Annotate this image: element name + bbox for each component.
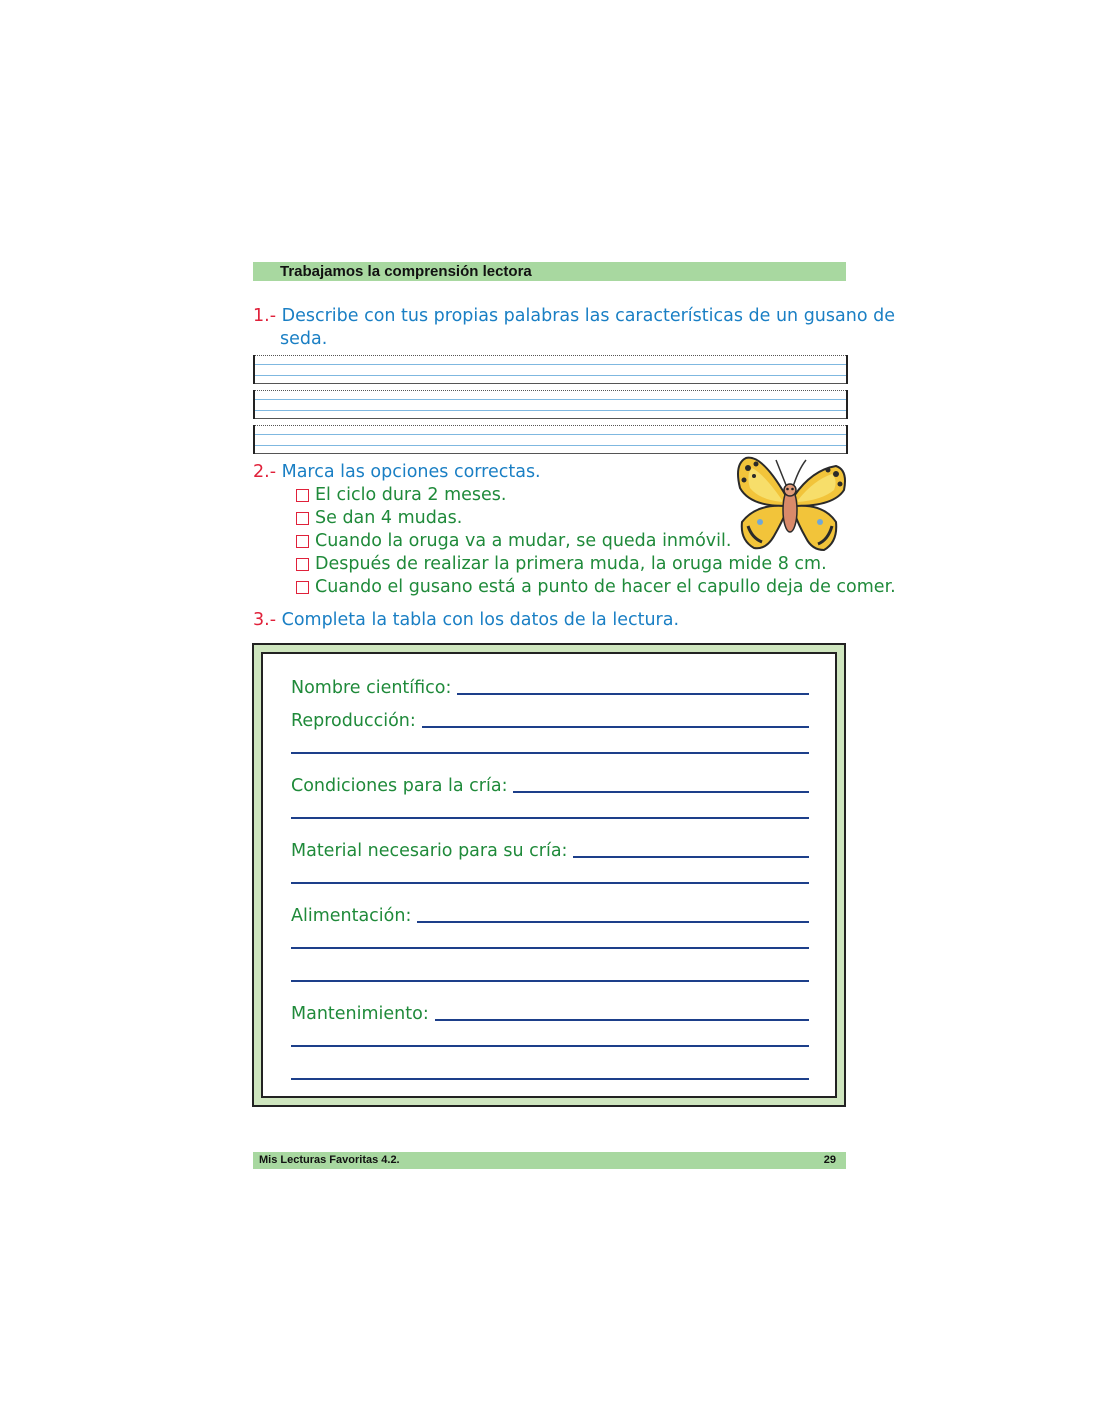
- question-text: Completa la tabla con los datos de la lectura.: [281, 610, 680, 630]
- question-number: 3.-: [253, 610, 277, 630]
- data-table: [261, 652, 837, 1098]
- field-condiciones-cria[interactable]: [291, 776, 809, 797]
- answer-line[interactable]: [291, 817, 809, 819]
- question-text-continuation: seda.: [280, 329, 328, 349]
- option-4[interactable]: [296, 553, 827, 576]
- answer-line[interactable]: [417, 921, 809, 923]
- answer-line[interactable]: [435, 1019, 809, 1021]
- book-title: Mis Lecturas Favoritas 4.2.: [259, 1154, 400, 1166]
- question-3: [253, 609, 679, 632]
- field-nombre-cientifico[interactable]: [291, 678, 809, 699]
- writing-line-3[interactable]: [253, 425, 848, 454]
- checkbox[interactable]: [296, 581, 309, 594]
- checkbox[interactable]: [296, 512, 309, 525]
- page-number: 29: [823, 1154, 836, 1166]
- option-label: El ciclo dura 2 meses.: [315, 485, 507, 505]
- option-5[interactable]: [296, 576, 896, 599]
- page-footer: [253, 1152, 846, 1169]
- answer-line[interactable]: [422, 726, 809, 728]
- answer-line[interactable]: [291, 882, 809, 884]
- option-3[interactable]: [296, 530, 731, 553]
- answer-line[interactable]: [291, 1045, 809, 1047]
- checkbox[interactable]: [296, 535, 309, 548]
- butterfly-illustration: [732, 452, 848, 556]
- field-mantenimiento[interactable]: [291, 1004, 809, 1025]
- field-reproduccion[interactable]: [291, 711, 809, 732]
- answer-line[interactable]: [291, 1078, 809, 1080]
- question-text: Marca las opciones correctas.: [281, 462, 541, 482]
- section-header: [253, 262, 846, 281]
- field-label: Mantenimiento:: [291, 1004, 429, 1024]
- writing-line-1[interactable]: [253, 355, 848, 384]
- question-number: 2.-: [253, 462, 277, 482]
- option-label: Cuando la oruga va a mudar, se queda inmóvil.: [315, 531, 732, 551]
- answer-line[interactable]: [291, 947, 809, 949]
- answer-line[interactable]: [291, 752, 809, 754]
- option-2[interactable]: [296, 507, 462, 530]
- question-2: [253, 461, 541, 484]
- data-table-frame: [252, 643, 846, 1107]
- question-1: [253, 305, 895, 351]
- answer-line[interactable]: [513, 791, 809, 793]
- answer-line[interactable]: [573, 856, 809, 858]
- option-label: Después de realizar la primera muda, la oruga mide 8 cm.: [315, 554, 827, 574]
- question-number: 1.-: [253, 306, 277, 326]
- field-label: Nombre científico:: [291, 678, 452, 698]
- answer-line[interactable]: [291, 980, 809, 982]
- option-label: Se dan 4 mudas.: [315, 508, 463, 528]
- field-label: Alimentación:: [291, 906, 412, 926]
- answer-line[interactable]: [457, 693, 809, 695]
- option-label: Cuando el gusano está a punto de hacer el capullo deja de comer.: [315, 577, 896, 597]
- field-label: Material necesario para su cría:: [291, 841, 568, 861]
- section-title: Trabajamos la comprensión lectora: [280, 263, 532, 280]
- field-label: Reproducción:: [291, 711, 416, 731]
- field-label: Condiciones para la cría:: [291, 776, 508, 796]
- field-material-cria[interactable]: [291, 841, 809, 862]
- option-1[interactable]: [296, 484, 506, 507]
- field-alimentacion[interactable]: [291, 906, 809, 927]
- writing-line-2[interactable]: [253, 390, 848, 419]
- question-text: Describe con tus propias palabras las características de un gusano de: [281, 306, 895, 326]
- checkbox[interactable]: [296, 558, 309, 571]
- checkbox[interactable]: [296, 489, 309, 502]
